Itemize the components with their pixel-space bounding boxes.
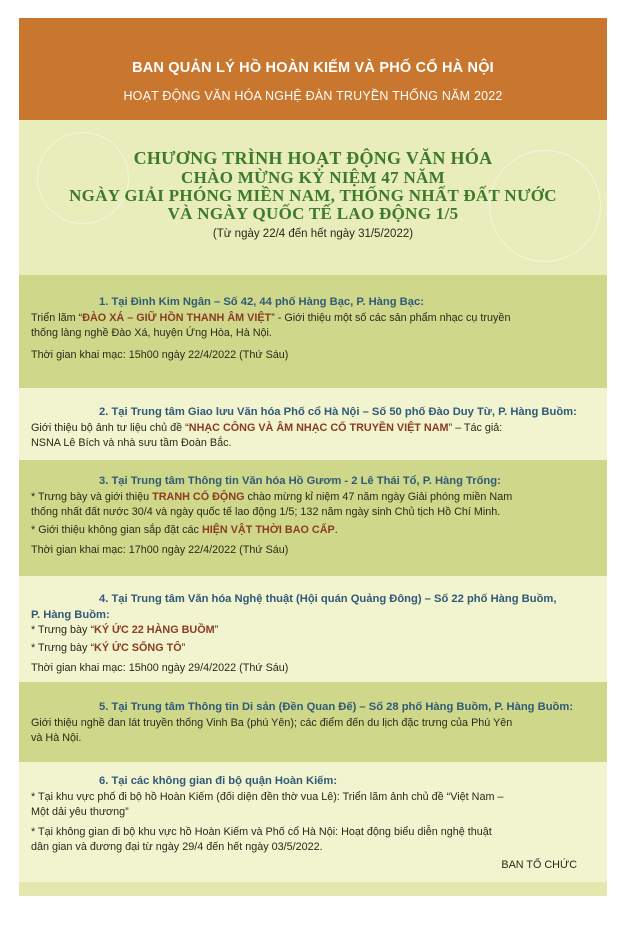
program-title: CHƯƠNG TRÌNH HOẠT ĐỘNG VĂN HÓA bbox=[133, 148, 493, 168]
section-4-heading: 4. Tại Trung tâm Văn hóa Nghệ thuật (Hội quán Quảng Đông) – Số 22 phố Hàng Buồm, bbox=[99, 593, 557, 605]
section-6-heading: 6. Tại các không gian đi bộ quận Hoàn Kiếm: bbox=[99, 775, 338, 787]
program-date-range: (Từ ngày 22/4 đến hết ngày 31/5/2022) bbox=[212, 228, 414, 240]
section-3-heading: 3. Tại Trung tâm Thông tin Văn hóa Hồ Gươm - 2 Lê Thái Tổ, P. Hàng Trống: bbox=[99, 475, 501, 487]
section-3-line-3: * Giới thiệu không gian sắp đặt các HIỆN VẬT THỜI BAO CẤP. bbox=[31, 523, 338, 536]
program-subtitle-3: VÀ NGÀY QUỐC TẾ LAO ĐỘNG 1/5 bbox=[167, 204, 459, 223]
section-3-line-2: thống nhất đất nước 30/4 và ngày quốc tế lao động 1/5; 132 năm ngày sinh Chủ tịch Hồ Chí Minh. bbox=[31, 506, 501, 518]
section-2-line-1: Giới thiệu bộ ảnh tư liệu chủ đề “NHẠC CÔNG VÀ ÂM NHẠC CỔ TRUYỀN VIỆT NAM” – Tác giả: bbox=[31, 421, 503, 434]
organization-name: BAN QUẢN LÝ HỒ HOÀN KIẾM VÀ PHỐ CỔ HÀ NỘI bbox=[132, 60, 494, 76]
program-subtitle-2: NGÀY GIẢI PHÓNG MIỀN NAM, THỐNG NHẤT ĐẤT NƯỚC bbox=[69, 186, 557, 205]
section-3-highlight-1: TRANH CỔ ĐỘNG bbox=[152, 490, 245, 503]
section-3-highlight-2: HIỆN VẬT THỜI BAO CẤP bbox=[201, 523, 335, 536]
section-1-line-1: Triển lãm “ĐÀO XÁ – GIỮ HỒN THANH ÂM VIỆT” - Giới thiệu một số các sản phẩm nhạc cụ truyền bbox=[31, 311, 511, 324]
section-6-line-3: * Tại không gian đi bộ khu vực hồ Hoàn Kiếm và Phố cổ Hà Nội: Hoạt động biểu diễn nghệ thuật bbox=[31, 825, 492, 838]
section-1-line-2: thống làng nghề Đào Xá, huyện Ứng Hòa, Hà Nội. bbox=[31, 327, 272, 339]
section-6-line-4: dân gian và đương đại từ ngày 29/4 đến hết ngày 03/5/2022. bbox=[31, 841, 323, 853]
section-2-heading: 2. Tại Trung tâm Giao lưu Văn hóa Phố cổ Hà Nội – Số 50 phố Đào Duy Từ, P. Hàng Buồm: bbox=[99, 406, 577, 418]
section-2-line-2: NSNA Lê Bích và nhà sưu tầm Đoàn Bắc. bbox=[31, 437, 232, 449]
header-subtitle: HOẠT ĐỘNG VĂN HÓA NGHỆ ĐÀN TRUYỀN THỐNG NĂM 2022 bbox=[123, 89, 503, 103]
decorative-ornament bbox=[489, 150, 601, 262]
program-subtitle-1: CHÀO MỪNG KỶ NIỆM 47 NĂM bbox=[181, 168, 445, 187]
section-1-time: Thời gian khai mạc: 15h00 ngày 22/4/2022 (Thứ Sáu) bbox=[31, 348, 289, 361]
section-6 bbox=[19, 762, 607, 882]
decorative-ornament bbox=[37, 132, 129, 224]
header-banner bbox=[19, 18, 607, 120]
section-4 bbox=[19, 576, 607, 682]
section-6-line-2: Một dải yêu thương” bbox=[31, 806, 129, 818]
section-4-highlight-2: KÝ ỨC SỐNG TÔ bbox=[94, 641, 182, 654]
section-5-line-1: Giới thiệu nghề đan lát truyền thống Vinh Ba (phú Yên); các điểm đến du lịch đặc trưng của Phú Yên bbox=[31, 716, 513, 729]
section-2-highlight: NHẠC CÔNG VÀ ÂM NHẠC CỔ TRUYỀN VIỆT NAM bbox=[188, 421, 449, 434]
section-4-time: Thời gian khai mạc: 15h00 ngày 29/4/2022 (Thứ Sáu) bbox=[31, 662, 289, 674]
section-2 bbox=[19, 388, 607, 460]
section-1-highlight: ĐÀO XÁ – GIỮ HỒN THANH ÂM VIỆT bbox=[82, 311, 272, 324]
section-4-line-1: * Trưng bày “KÝ ỨC 22 HÀNG BUỒM” bbox=[31, 624, 219, 636]
section-5-heading: 5. Tại Trung tâm Thông tin Di sản (Đền Quan Đế) – Số 28 phố Hàng Buồm, P. Hàng Buồm: bbox=[99, 701, 574, 713]
section-4-heading-cont: P. Hàng Buồm: bbox=[31, 608, 110, 621]
organizer-signature: BAN TỔ CHỨC bbox=[501, 858, 577, 871]
section-3-line-1: * Trưng bày và giới thiệu TRANH CỔ ĐỘNG chào mừng kỉ niệm 47 năm ngày Giải phóng miền Nam bbox=[31, 490, 513, 503]
section-4-highlight-1: KÝ ỨC 22 HÀNG BUỒM bbox=[94, 624, 215, 636]
section-5 bbox=[19, 682, 607, 762]
section-1 bbox=[19, 275, 607, 388]
section-1-heading: 1. Tại Đình Kim Ngân – Số 42, 44 phố Hàng Bạc, P. Hàng Bạc: bbox=[99, 296, 424, 308]
section-4-line-2: * Trưng bày “KÝ ỨC SỐNG TÔ” bbox=[31, 641, 186, 654]
section-6-line-1: * Tại khu vực phố đi bộ hồ Hoàn Kiếm (đối diện đền thờ vua Lê): Triển lãm ảnh chủ đề “Việt Nam – bbox=[31, 790, 504, 803]
section-5-line-2: và Hà Nội. bbox=[31, 732, 82, 744]
title-block bbox=[19, 120, 607, 275]
section-3-time: Thời gian khai mạc: 17h00 ngày 22/4/2022 (Thứ Sáu) bbox=[31, 544, 289, 556]
poster bbox=[19, 18, 607, 896]
section-3 bbox=[19, 460, 607, 576]
bottom-strip bbox=[19, 882, 607, 896]
